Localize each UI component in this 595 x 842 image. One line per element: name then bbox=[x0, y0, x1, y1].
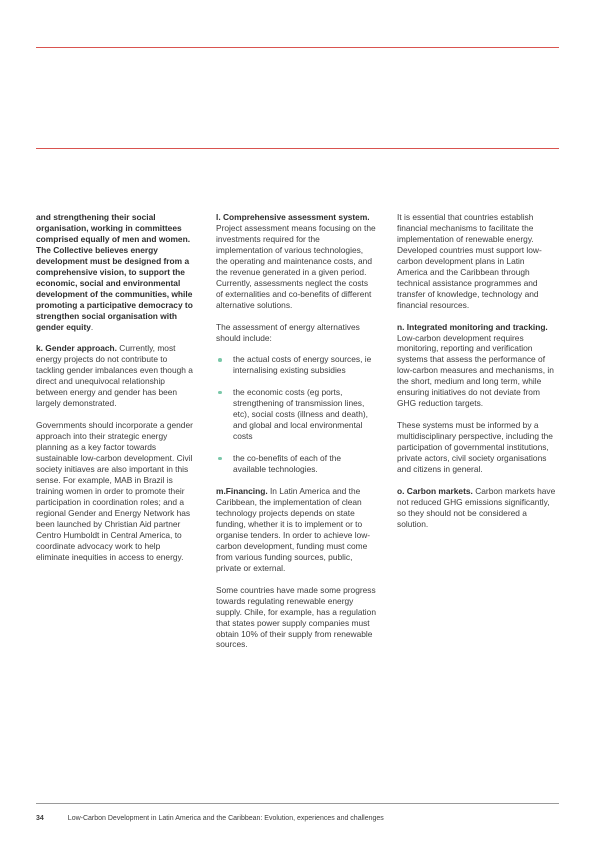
footer-rule bbox=[36, 803, 559, 804]
section-l-heading: l. Comprehensive assessment system. bbox=[216, 212, 370, 222]
systems-paragraph: These systems must be informed by a multidisciplinary perspective, including the participation of governmental institutions, private actors, civil society organisations and citizens in general. bbox=[397, 420, 553, 475]
header-bottom-rule bbox=[36, 148, 559, 149]
top-rule bbox=[36, 47, 559, 48]
regulation-paragraph: Some countries have made some progress towards regulating renewable energy supply. Chile, for example, has a regulation that states power supply companies must obtain 10% of their supply from renewable sources. bbox=[216, 584, 376, 650]
assessment-bullet-list bbox=[216, 354, 376, 475]
carbon-markets-paragraph bbox=[397, 486, 557, 530]
bullet-text: the actual costs of energy sources, ie internalising existing subsidies bbox=[233, 354, 372, 376]
bullet-icon bbox=[218, 358, 222, 362]
page-footer bbox=[36, 814, 384, 823]
page-number: 34 bbox=[36, 815, 44, 822]
bullet-text: the economic costs (eg ports, strengthening of transmission lines, etc), social costs (illness and death), and global and local environmental costs bbox=[233, 387, 368, 442]
bullet-icon bbox=[218, 457, 222, 461]
governments-paragraph: Governments should incorporate a gender approach into their strategic energy planning as a key factor towards sustainable low-carbon development. Civil society initiaves are also important in this sense. For example, MAB in Brazil is training women in order to promote their participation in coordination roles; and a regional Gender and Energy Network has been launched by Christian Aid partner Centro Humboldt in Central America, to coordinate advocacy work to help eliminate inequities in access to energy. bbox=[36, 420, 193, 562]
column-left bbox=[36, 212, 196, 574]
running-title: Low-Carbon Development in Latin America and the Caribbean: Evolution, experiences and challenges bbox=[67, 815, 384, 822]
intro-end: . bbox=[90, 321, 94, 332]
list-item bbox=[216, 354, 376, 376]
section-l-text: Project assessment means focusing on the investments required for the implementation of various technologies, the operating and maintenance costs, and the revenue generated in a given period. Currently, assessments neglect the costs of externalities and co-benefits of different alternative solutions. bbox=[216, 222, 376, 310]
section-k-text: Currently, most energy projects do not contribute to tackling gender imbalances even though a direct and unequivocal relationship between energy and gender has been largely demonstrated. bbox=[36, 343, 193, 409]
section-m-text: In Latin America and the Caribbean, the implementation of clean technology projects depends on state funding, whether it is to implement or to organise tenders. In order to achieve low-carbon development, funding must come from various funding sources, public, private or external. bbox=[216, 486, 371, 573]
section-n-heading: n. Integrated monitoring and tracking. bbox=[397, 321, 548, 332]
column-middle bbox=[216, 212, 376, 661]
bullet-icon bbox=[218, 391, 222, 395]
gender-approach-paragraph bbox=[36, 343, 196, 409]
section-o-heading: o. Carbon markets. bbox=[397, 485, 473, 496]
list-item bbox=[216, 387, 376, 442]
bullet-text: the co-benefits of each of the available technologies. bbox=[233, 453, 342, 475]
financial-mechanisms-paragraph: It is essential that countries establish financial mechanisms to facilitate the implementation of renewable energy. Developed countries must support low-carbon development plans in Latin America and the Caribbean through technical assistance programmes and transfer of knowledge, technology and financial resources. bbox=[397, 212, 542, 310]
list-item bbox=[216, 453, 376, 475]
section-m-heading: m.Financing. bbox=[216, 486, 268, 497]
section-o-text: Carbon markets have not reduced GHG emissions significantly, so they should not be considered a solution. bbox=[397, 485, 556, 529]
assessment-intro: The assessment of energy alternatives should include: bbox=[216, 321, 360, 343]
monitoring-paragraph bbox=[397, 322, 557, 410]
column-right bbox=[397, 212, 557, 541]
assessment-paragraph bbox=[216, 212, 376, 311]
section-k-heading: k. Gender approach. bbox=[36, 343, 117, 354]
financing-paragraph bbox=[216, 486, 376, 574]
intro-paragraph bbox=[36, 212, 196, 332]
intro-bold-text: and strengthening their social organisation, working in committees comprised equally of men and women. The Collective believes energy development must be designed from a comprehensive vision, to support the economic, social and environmental development of the communities, while promoting a participative democracy to strengthen social organisation with gender equity bbox=[36, 212, 193, 332]
section-n-text: Low-carbon development requires monitoring, reporting and verification systems that assess the performance of low-carbon measures and mechanisms, in the short, medium and long term, while ensuring initiatives do not deviate from GHG reduction targets. bbox=[397, 332, 554, 409]
